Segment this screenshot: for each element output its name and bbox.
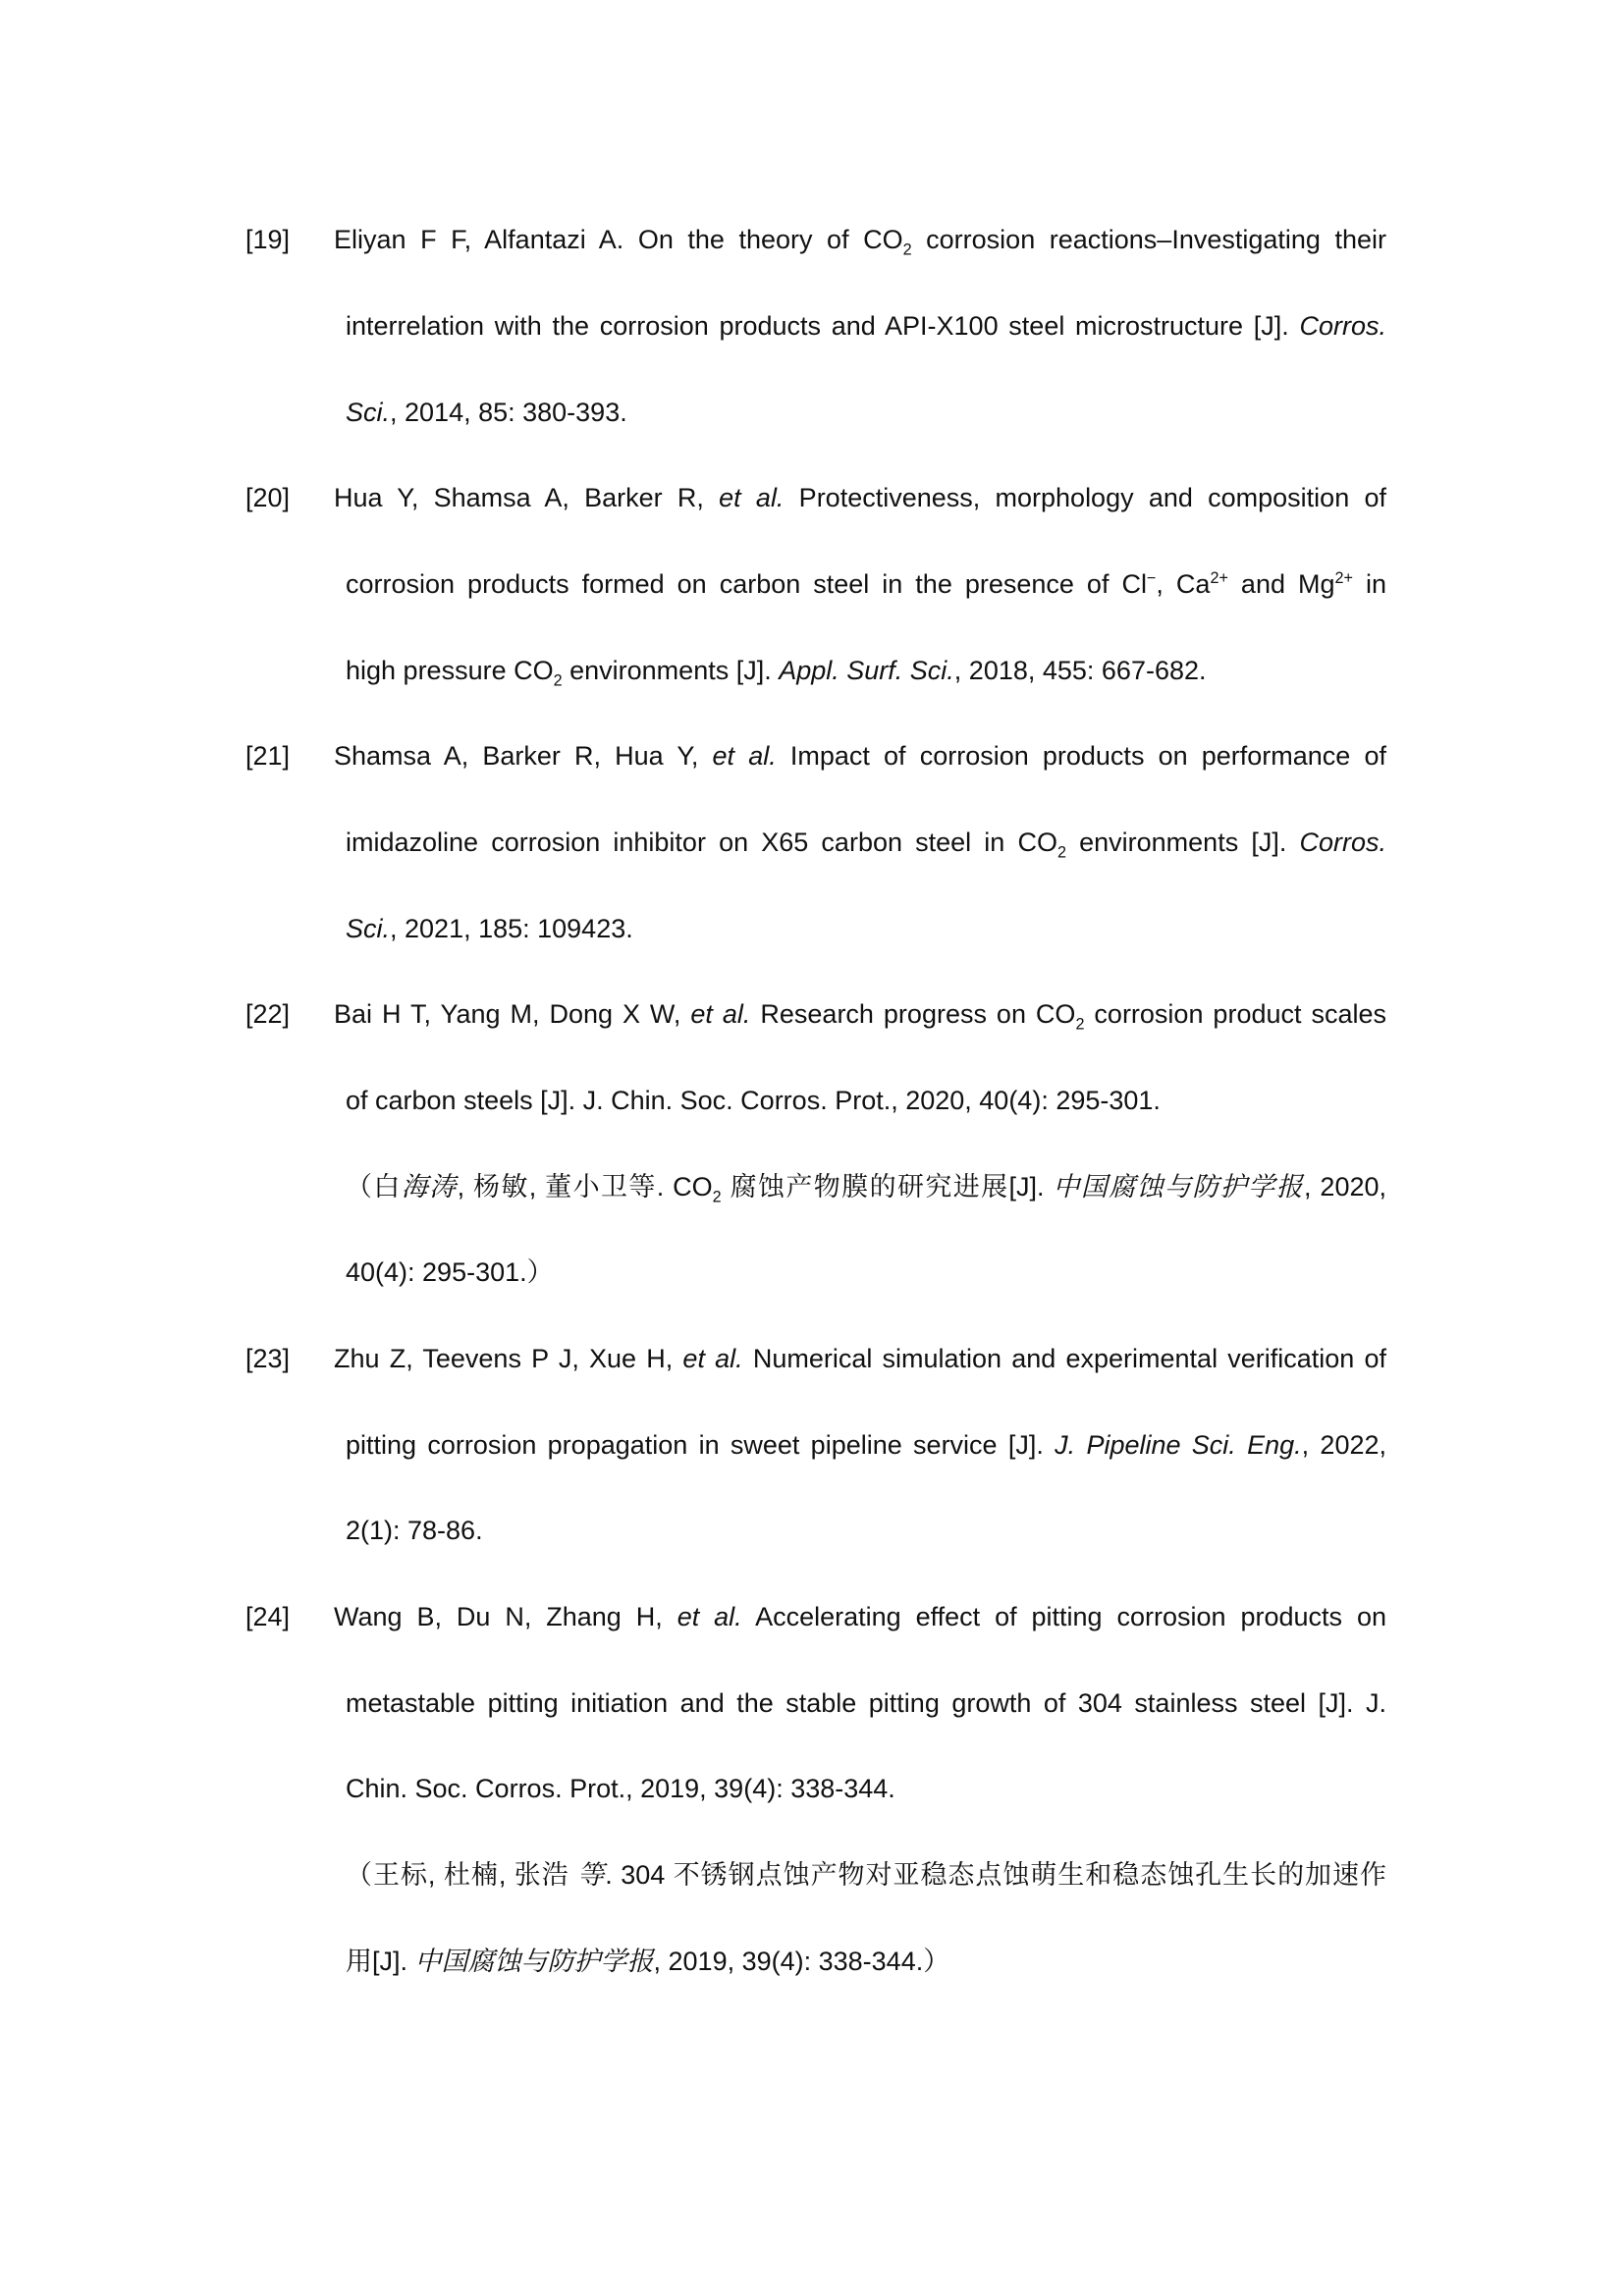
text-run: , 2022, xyxy=(1301,1430,1386,1460)
italic-text: et al. xyxy=(712,741,777,771)
italic-text: et al. xyxy=(677,1602,742,1631)
text-run: , Ca xyxy=(1156,569,1211,599)
text-run: 腐蚀产物膜的研究进展[J]. xyxy=(721,1172,1054,1201)
subscript: 2 xyxy=(712,1188,722,1206)
text-run: . 304 不锈钢点蚀产物对亚稳态点蚀萌生和稳态蚀孔生长的加速作 xyxy=(605,1860,1387,1890)
text-run: environments [J]. xyxy=(562,656,780,685)
reference-line xyxy=(334,1343,1386,1374)
subscript: 2 xyxy=(1056,843,1066,862)
italic-text: 中国腐蚀与防护学报 xyxy=(414,1947,654,1976)
text-run: metastable pitting initiation and the stable pitting growth of 304 stainless steel [J]. J. xyxy=(346,1688,1386,1718)
reference-number: [21] xyxy=(245,741,291,771)
italic-text: J. Pipeline Sci. Eng. xyxy=(1055,1430,1302,1460)
reference-line xyxy=(346,827,1387,862)
text-run: 用[J]. xyxy=(346,1947,415,1976)
reference-line xyxy=(346,1085,1161,1116)
text-run: , 杨敏, 董小卫等. CO xyxy=(457,1172,713,1201)
subscript: 2 xyxy=(1075,1015,1085,1034)
reference-line xyxy=(346,397,627,428)
text-run: Numerical simulation and experimental verification of xyxy=(742,1344,1386,1373)
italic-text: Sci. xyxy=(346,914,391,943)
text-run: 40(4): 295-301.） xyxy=(346,1257,554,1287)
text-run: （白 xyxy=(346,1172,402,1201)
reference-number: [20] xyxy=(245,483,291,512)
text-run: Impact of corrosion products on performance of xyxy=(776,741,1386,771)
text-run: , 2021, 185: 109423. xyxy=(390,914,633,943)
italic-text: Corros. xyxy=(1299,828,1387,857)
reference-line xyxy=(346,1687,1386,1719)
text-run: Hua Y, Shamsa A, Barker R, xyxy=(334,483,720,512)
text-run: , 2018, 455: 667-682. xyxy=(953,656,1207,685)
reference-number: [24] xyxy=(245,1602,291,1631)
text-run: Research progress on CO xyxy=(750,999,1076,1029)
reference-number: [19] xyxy=(245,225,291,254)
italic-text: Sci. xyxy=(346,398,391,427)
reference-line xyxy=(334,224,1386,259)
italic-text: et al. xyxy=(682,1344,743,1373)
subscript: 2 xyxy=(553,671,563,690)
text-run: of carbon steels [J]. J. Chin. Soc. Corros. Prot., 2020, 40(4): 295-301. xyxy=(346,1086,1161,1115)
superscript: 2+ xyxy=(1334,569,1353,587)
text-run: Eliyan F F, Alfantazi A. On the theory of CO xyxy=(334,225,903,254)
superscript: − xyxy=(1146,569,1157,587)
reference-line-translation xyxy=(346,1946,949,1977)
text-run: Zhu Z, Teevens P J, Xue H, xyxy=(334,1344,683,1373)
text-run: Chin. Soc. Corros. Prot., 2019, 39(4): 338-344. xyxy=(346,1774,895,1803)
text-run: environments [J]. xyxy=(1065,828,1300,857)
reference-line xyxy=(346,1515,483,1546)
reference-line xyxy=(346,568,1386,600)
italic-text: 中国腐蚀与防护学报 xyxy=(1053,1172,1305,1201)
reference-line xyxy=(334,998,1386,1034)
text-run: , 2014, 85: 380-393. xyxy=(390,398,627,427)
text-run: high pressure CO xyxy=(346,656,554,685)
subscript: 2 xyxy=(902,240,912,259)
reference-line xyxy=(346,655,1207,690)
reference-line-translation xyxy=(346,1256,554,1288)
italic-text: et al. xyxy=(690,999,751,1029)
text-run: corrosion products formed on carbon steel in the presence of Cl xyxy=(346,569,1147,599)
text-run: in xyxy=(1352,569,1386,599)
italic-text: 海涛 xyxy=(401,1172,458,1201)
reference-number: [23] xyxy=(245,1344,291,1373)
text-run: corrosion product scales xyxy=(1084,999,1386,1029)
reference-line-translation xyxy=(346,1859,1386,1891)
text-run: 2(1): 78-86. xyxy=(346,1516,483,1545)
text-run: Wang B, Du N, Zhang H, xyxy=(334,1602,677,1631)
text-run: Accelerating effect of pitting corrosion products on xyxy=(741,1602,1386,1631)
text-run: Bai H T, Yang M, Dong X W, xyxy=(334,999,691,1029)
reference-line xyxy=(334,1601,1386,1632)
reference-number: [22] xyxy=(245,999,291,1029)
text-run: imidazoline corrosion inhibitor on X65 carbon steel in CO xyxy=(346,828,1057,857)
text-run: Shamsa A, Barker R, Hua Y, xyxy=(334,741,713,771)
reference-line xyxy=(346,1429,1386,1461)
reference-line xyxy=(334,740,1386,772)
text-run: , 2020, xyxy=(1304,1172,1386,1201)
italic-text: 等 xyxy=(577,1860,606,1890)
text-run: and Mg xyxy=(1227,569,1335,599)
text-run: pitting corrosion propagation in sweet pipeline service [J]. xyxy=(346,1430,1056,1460)
italic-text: Corros. xyxy=(1299,311,1386,341)
reference-line-translation xyxy=(346,1171,1386,1206)
text-run: Protectiveness, morphology and composition of xyxy=(784,483,1386,512)
text-run: （王标, 杜楠, 张浩 xyxy=(346,1860,578,1890)
text-run: , 2019, 39(4): 338-344.） xyxy=(653,1947,950,1976)
reference-line xyxy=(346,310,1386,342)
italic-text: et al. xyxy=(719,483,785,512)
italic-text: Appl. Surf. Sci. xyxy=(779,656,954,685)
text-run: interrelation with the corrosion products and API-X100 steel microstructure [J]. xyxy=(346,311,1300,341)
superscript: 2+ xyxy=(1210,569,1228,587)
reference-line xyxy=(334,482,1386,513)
reference-line xyxy=(346,913,633,944)
reference-line xyxy=(346,1773,895,1804)
text-run: corrosion reactions–Investigating their xyxy=(911,225,1386,254)
